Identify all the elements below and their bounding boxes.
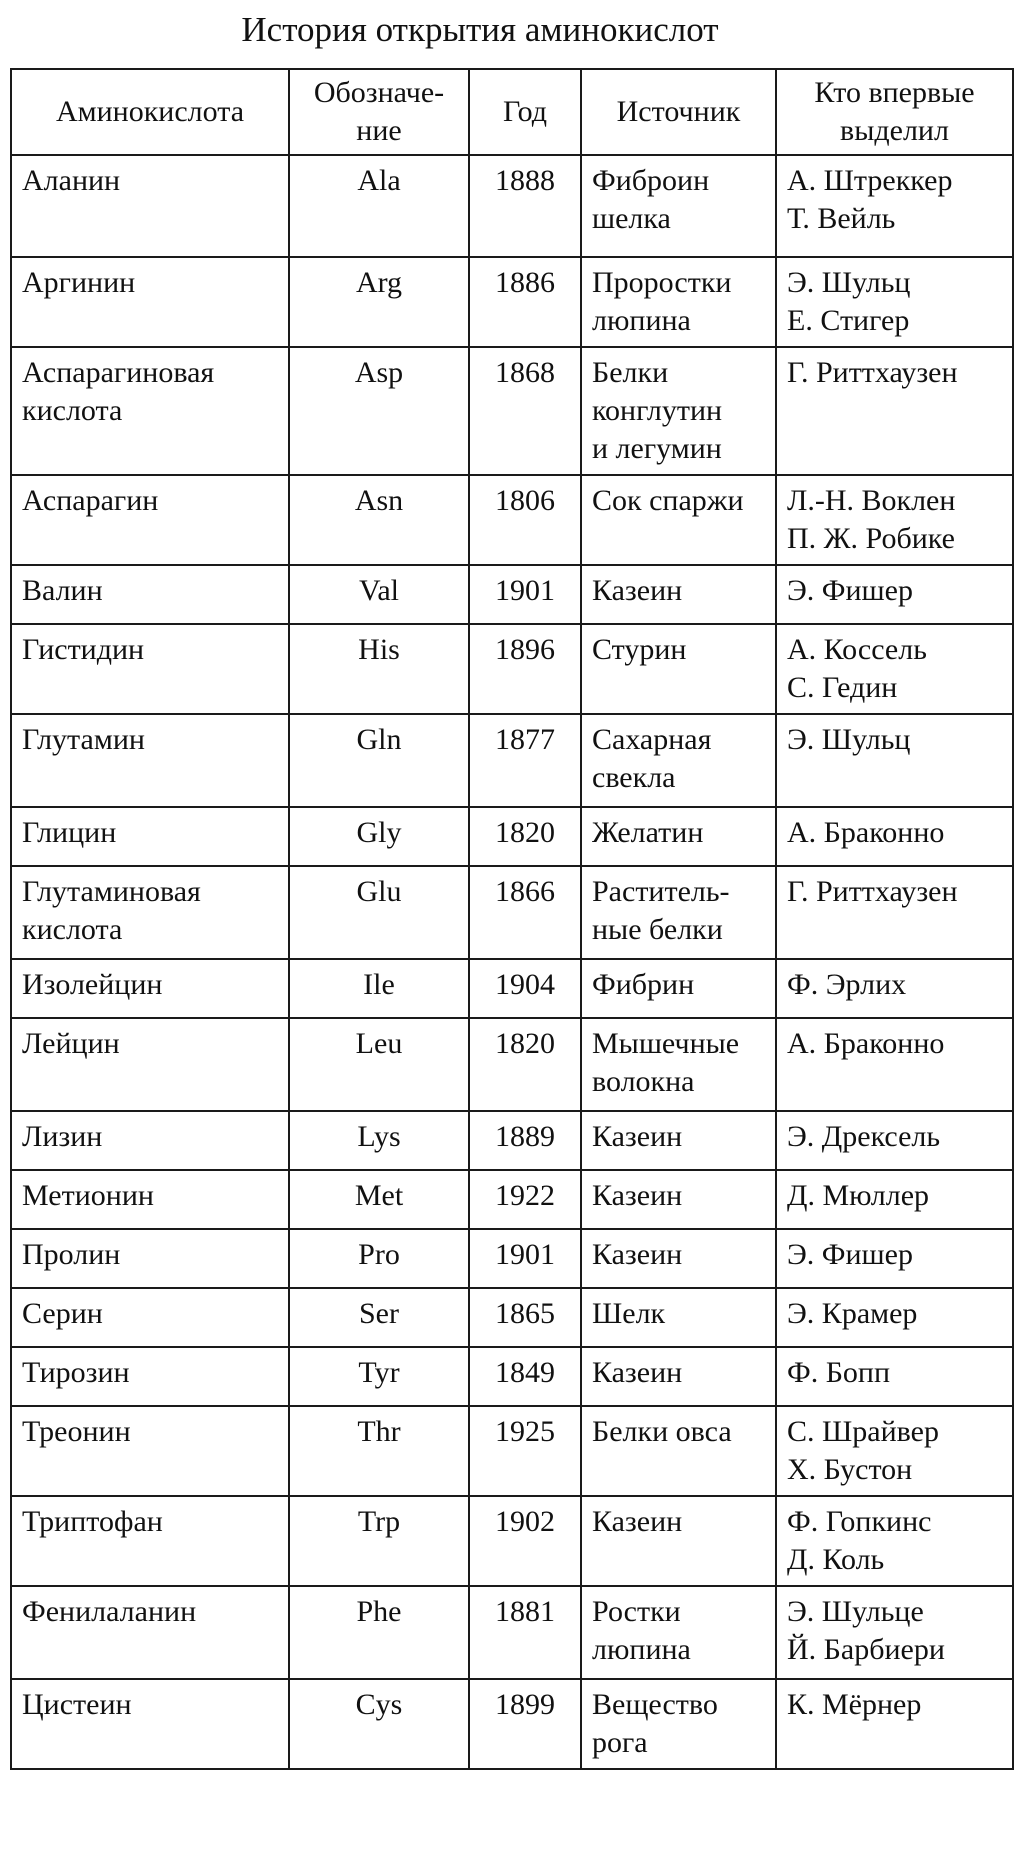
cell-source [581,1170,776,1229]
header-label: Источник [616,95,741,128]
cell-source [581,959,776,1018]
cell-source [581,155,776,257]
cell-amino-acid-name [11,624,289,714]
cell-amino-acid-symbol: Pro [289,1229,469,1288]
discoverer-line: Ф. Эрлих [787,968,907,1001]
source-line: Раститель- [592,875,730,908]
cell-discoverer [776,1111,1013,1170]
cell-source [581,1347,776,1406]
table-row [11,1170,1013,1229]
discoverer-line: К. Мёрнер [787,1688,922,1721]
discoverer-line: Э. Фишер [787,574,913,607]
cell-source [581,1406,776,1496]
source-line: люпина [592,1633,691,1666]
column-header-amino-acid [11,69,289,155]
discoverer-line: Э. Шульц [787,266,911,299]
table-row [11,714,1013,807]
source-line: Сок спаржи [592,484,744,517]
source-line: конглутин [592,394,723,427]
cell-discoverer [776,1586,1013,1679]
cell-discovery-year: 1877 [469,714,581,807]
discoverer-line: Э. Крамер [787,1297,918,1330]
cell-discovery-year: 1889 [469,1111,581,1170]
source-line: волокна [592,1065,695,1098]
cell-source [581,624,776,714]
table-row [11,807,1013,866]
discoverer-line: П. Ж. Робике [787,522,955,555]
discoverer-line: Е. Стигер [787,304,910,337]
table-row [11,866,1013,959]
header-label: Обозначе- [313,76,445,109]
cell-source [581,866,776,959]
cell-source [581,1496,776,1586]
cell-amino-acid-symbol: Thr [289,1406,469,1496]
table-row [11,1586,1013,1679]
header-label: Аминокислота [55,95,245,128]
table-row [11,1679,1013,1769]
cell-source [581,1679,776,1769]
source-line: Стурин [592,633,687,666]
discoverer-line: Ф. Гопкинс [787,1505,932,1538]
source-line: Сахарная [592,723,712,756]
discoverer-line: Й. Барбиери [787,1633,945,1666]
cell-discoverer [776,155,1013,257]
amino-acid-name-line: Лейцин [22,1027,120,1060]
header-label: Год [502,95,548,128]
cell-amino-acid-symbol: Tyr [289,1347,469,1406]
cell-amino-acid-name [11,475,289,565]
discoverer-line: А. Браконно [787,816,945,849]
table-row [11,155,1013,257]
discoverer-line: А. Штреккер [787,164,953,197]
cell-amino-acid-symbol: Cys [289,1679,469,1769]
column-header-year [469,69,581,155]
discoverer-line: Х. Бустон [787,1453,913,1486]
discoverer-line: Л.-Н. Воклен [787,484,956,517]
cell-amino-acid-name [11,1347,289,1406]
amino-acid-name-line: Гистидин [22,633,145,666]
source-line: Мышечные [592,1027,740,1060]
discoverer-line: Д. Мюллер [787,1179,930,1212]
cell-amino-acid-symbol: Trp [289,1496,469,1586]
cell-discovery-year: 1881 [469,1586,581,1679]
cell-amino-acid-symbol: Arg [289,257,469,347]
header-row [11,69,1013,155]
cell-discoverer [776,714,1013,807]
source-line: ные белки [592,913,723,946]
source-line: шелка [592,202,671,235]
cell-amino-acid-name [11,1111,289,1170]
source-line: Фибрин [592,968,695,1001]
cell-discoverer [776,959,1013,1018]
amino-acid-name-line: кислота [22,394,123,427]
source-line: свекла [592,761,676,794]
source-line: и легумин [592,432,722,465]
source-line: Казеин [592,1356,683,1389]
cell-discovery-year: 1902 [469,1496,581,1586]
cell-amino-acid-name [11,1018,289,1111]
cell-amino-acid-name [11,1496,289,1586]
source-line: Казеин [592,1179,683,1212]
source-line: Фиброин [592,164,710,197]
cell-amino-acid-symbol: His [289,624,469,714]
cell-amino-acid-symbol: Asn [289,475,469,565]
source-line: Шелк [592,1297,666,1330]
table-row [11,1229,1013,1288]
cell-discoverer [776,1347,1013,1406]
discoverer-line: Г. Риттхаузен [787,356,958,389]
amino-acid-name-line: Фенилаланин [22,1595,197,1628]
cell-source [581,1288,776,1347]
amino-acid-name-line: Цистеин [22,1688,132,1721]
discoverer-line: Э. Шульце [787,1595,924,1628]
amino-acid-name-line: Глицин [22,816,117,849]
table-row [11,565,1013,624]
source-line: Казеин [592,1238,683,1271]
table-body [11,155,1013,1769]
cell-discovery-year: 1899 [469,1679,581,1769]
source-line: рога [592,1726,648,1759]
cell-amino-acid-symbol: Ser [289,1288,469,1347]
header-label: выделил [840,114,949,147]
cell-discoverer [776,1496,1013,1586]
amino-acid-name-line: Лизин [22,1120,103,1153]
cell-discovery-year: 1865 [469,1288,581,1347]
cell-source [581,1229,776,1288]
cell-discoverer [776,1018,1013,1111]
amino-acid-name-line: Валин [22,574,103,607]
cell-amino-acid-name [11,959,289,1018]
cell-discovery-year: 1901 [469,565,581,624]
cell-discoverer [776,807,1013,866]
amino-acid-name-line: Тирозин [22,1356,130,1389]
table-row [11,1018,1013,1111]
amino-acid-name-line: Аспарагин [22,484,159,517]
discoverer-line: С. Шрайвер [787,1415,939,1448]
cell-discovery-year: 1886 [469,257,581,347]
header-label: Кто впервые [814,76,975,109]
cell-discovery-year: 1888 [469,155,581,257]
amino-acid-name-line: Глутамин [22,723,145,756]
table-row [11,624,1013,714]
cell-discoverer [776,624,1013,714]
cell-amino-acid-name [11,347,289,475]
header-label: ние [356,114,402,147]
source-line: Ростки [592,1595,681,1628]
discoverer-line: С. Гедин [787,671,898,704]
source-line: Желатин [592,816,704,849]
cell-amino-acid-name [11,714,289,807]
cell-amino-acid-symbol: Phe [289,1586,469,1679]
cell-discovery-year: 1904 [469,959,581,1018]
discoverer-line: Г. Риттхаузен [787,875,958,908]
cell-discoverer [776,565,1013,624]
cell-discovery-year: 1868 [469,347,581,475]
amino-acid-name-line: Аспарагиновая [22,356,215,389]
cell-discoverer [776,257,1013,347]
cell-source [581,1018,776,1111]
cell-amino-acid-name [11,565,289,624]
cell-source [581,257,776,347]
table-row [11,959,1013,1018]
amino-acid-name-line: Метионин [22,1179,154,1212]
cell-discovery-year: 1901 [469,1229,581,1288]
discoverer-line: Т. Вейль [787,202,896,235]
source-line: Казеин [592,1505,683,1538]
discoverer-line: Э. Фишер [787,1238,913,1271]
amino-acid-name-line: Аланин [22,164,121,197]
cell-discoverer [776,866,1013,959]
table-row [11,257,1013,347]
cell-discovery-year: 1896 [469,624,581,714]
cell-discovery-year: 1925 [469,1406,581,1496]
discoverer-line: Ф. Бопп [787,1356,891,1389]
cell-discovery-year: 1806 [469,475,581,565]
amino-acid-table [10,68,1014,1770]
discoverer-line: А. Коссель [787,633,927,666]
cell-amino-acid-name [11,257,289,347]
amino-acid-name-line: Аргинин [22,266,136,299]
cell-source [581,347,776,475]
source-line: люпина [592,304,691,337]
column-header-symbol [289,69,469,155]
cell-amino-acid-name [11,866,289,959]
cell-discovery-year: 1820 [469,1018,581,1111]
cell-amino-acid-name [11,1406,289,1496]
page-title: История открытия аминокислот [241,10,719,49]
cell-amino-acid-symbol: Glu [289,866,469,959]
amino-acid-name-line: Пролин [22,1238,121,1271]
cell-discovery-year: 1849 [469,1347,581,1406]
discoverer-line: А. Браконно [787,1027,945,1060]
cell-amino-acid-name [11,155,289,257]
cell-amino-acid-symbol: Lys [289,1111,469,1170]
cell-amino-acid-symbol: Val [289,565,469,624]
discoverer-line: Д. Коль [787,1543,885,1576]
column-header-discoverer [776,69,1013,155]
cell-amino-acid-name [11,1229,289,1288]
source-line: Казеин [592,574,683,607]
cell-discoverer [776,1229,1013,1288]
amino-acid-name-line: Триптофан [22,1505,163,1538]
cell-source [581,1111,776,1170]
cell-amino-acid-symbol: Met [289,1170,469,1229]
cell-discovery-year: 1820 [469,807,581,866]
cell-source [581,1586,776,1679]
cell-source [581,714,776,807]
cell-discoverer [776,1288,1013,1347]
cell-discovery-year: 1922 [469,1170,581,1229]
cell-amino-acid-symbol: Gly [289,807,469,866]
cell-discoverer [776,1406,1013,1496]
cell-source [581,475,776,565]
cell-amino-acid-name [11,1288,289,1347]
table-row [11,1347,1013,1406]
table-row [11,1406,1013,1496]
amino-acid-name-line: Серин [22,1297,103,1330]
source-line: Казеин [592,1120,683,1153]
amino-acid-name-line: Треонин [22,1415,131,1448]
cell-amino-acid-symbol: Leu [289,1018,469,1111]
cell-discoverer [776,1170,1013,1229]
source-line: Белки [592,356,669,389]
cell-discoverer [776,347,1013,475]
amino-acid-name-line: Изолейцин [22,968,163,1001]
table-row [11,347,1013,475]
source-line: Вещество [592,1688,718,1721]
amino-acid-name-line: кислота [22,913,123,946]
table-row [11,1496,1013,1586]
cell-amino-acid-name [11,1170,289,1229]
cell-amino-acid-symbol: Ala [289,155,469,257]
amino-acid-name-line: Глутаминовая [22,875,201,908]
discoverer-line: Э. Дрексель [787,1120,941,1153]
table-row [11,1111,1013,1170]
cell-amino-acid-name [11,1679,289,1769]
table-row [11,475,1013,565]
cell-discoverer [776,1679,1013,1769]
table-header [11,69,1013,155]
cell-amino-acid-name [11,1586,289,1679]
table-row [11,1288,1013,1347]
cell-amino-acid-symbol: Ile [289,959,469,1018]
cell-source [581,807,776,866]
cell-amino-acid-symbol: Asp [289,347,469,475]
source-line: Белки овса [592,1415,732,1448]
cell-amino-acid-name [11,807,289,866]
cell-source [581,565,776,624]
cell-amino-acid-symbol: Gln [289,714,469,807]
cell-discoverer [776,475,1013,565]
column-header-source [581,69,776,155]
cell-discovery-year: 1866 [469,866,581,959]
source-line: Проростки [592,266,732,299]
discoverer-line: Э. Шульц [787,723,911,756]
